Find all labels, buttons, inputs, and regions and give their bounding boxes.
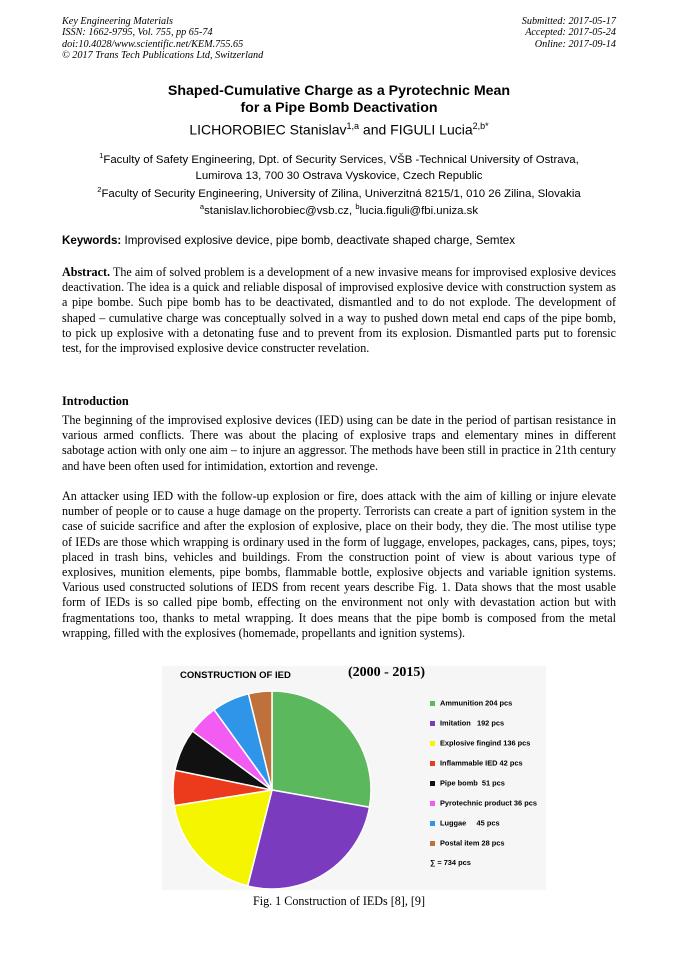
aff1-line-2: Lumirova 13, 700 30 Ostrava Vyskovice, Czech Republic (195, 170, 483, 183)
chart-title: CONSTRUCTION OF IED (180, 670, 291, 681)
legend-item-5 (430, 799, 545, 819)
author-1: LICHOROBIEC Stanislav (189, 121, 347, 138)
chart-legend (430, 699, 545, 879)
legend-label-0: Ammunition 204 pcs (440, 698, 513, 708)
legend-label-6: Luggae 45 pcs (440, 818, 500, 828)
introduction-heading: Introduction (62, 394, 129, 408)
legend-item-3 (430, 759, 545, 779)
legend-item-6 (430, 819, 545, 839)
abstract-text: The aim of solved problem is a development of a new invasive means for improvised explosive devices deactivation. The idea is a quick and reliable disposal of improvised explosive device with construction system as a pipe bombe. Such pipe bomb has to be deactivated, dismantled and to do not explode. The development of shaped – cumulative charge was conceptually solved in a way to pushed down metal end caps of the pipe bomb, to pick up explosive with a detonating fuse and to prevent from its explosion. Dismantled parts put to forensic test, for the improvised explosive device constructer revelation. (62, 265, 616, 356)
keywords (62, 234, 616, 247)
email-a-sup: a (199, 202, 205, 211)
introduction-paragraph-2: An attacker using IED with the follow-up explosion or fire, does attack with the aim of killing or injure elevate number of people or to cause a huge damage on the property. Terrorists can create a part of ignition system in the case of suicide sacrifice and after the explosion of explosive, place on their body, they die. The most utilise type of IEDs are those which wrapping is ordinary used in the form of luggage, envelopes, packages, cans, pipes, toys; placed in trash bins, vehicles and buildings. From the construction point of view is about various type of explosives, munition elements, pipe bombs, flammable bottle, explosive objects and variable ignition systems. Various used constructed solutions of IEDS from recent years describe Fig. 1. Data shows that the most usable form of IEDs is so called pipe bomb, effecting on the environment not only with devastation action but with fragmentations too, thanks to metal wrapping. It does means that the pipe bomb is composed from the metal wrapping, filled with the explosives (homemade, propellants and ignition systems). (62, 489, 616, 640)
paper-title (62, 83, 616, 117)
authors-and: and (359, 121, 391, 138)
keywords-text: Improvised explosive device, pipe bomb, deactivate shaped charge, Semtex (121, 234, 516, 247)
accepted-date: Accepted: 2017-05-24 (525, 27, 616, 39)
author-2: FIGULI Lucia (390, 121, 473, 138)
abstract (62, 265, 616, 356)
author-2-sup: 2,b* (472, 121, 489, 131)
issn: ISSN: 1662-9795, Vol. 755, pp 65-74 (62, 27, 213, 39)
figure-1 (162, 666, 546, 890)
aff1-line-1: Faculty of Safety Engineering, Dpt. of Security Services, VŠB -Technical University of Ostrava, (103, 153, 579, 166)
copyright: © 2017 Trans Tech Publications Ltd, Switzerland (62, 50, 264, 62)
chart-subtitle: (2000 - 2015) (348, 665, 425, 680)
legend-swatch-4 (430, 781, 435, 786)
aff2-sup: 2 (97, 185, 102, 194)
legend-swatch-1 (430, 721, 435, 726)
legend-item-4 (430, 779, 545, 799)
legend-swatch-0 (430, 701, 435, 706)
legend-item-7 (430, 839, 545, 859)
journal-info (62, 16, 263, 62)
introduction-paragraph-1: The beginning of the improvised explosive devices (IED) using can be date in the period of partisan resistance in various armed conflicts. There was about the placing of explosive traps and elementary mines in different sabotage action with only one aim – to injure an aggressor. The methods have been still in practice in 21th century and have been often used for intimidation, extortion and revenge. (62, 413, 616, 473)
email-b: lucia.figuli@fbi.uniza.sk (359, 204, 479, 217)
legend-item-2 (430, 739, 545, 759)
authors (62, 121, 616, 138)
legend-label-5: Pyrotechnic product 36 pcs (440, 798, 537, 808)
abstract-label: Abstract. (62, 265, 111, 279)
legend-label-7: Postal item 28 pcs (440, 838, 505, 848)
aff2-text: Faculty of Security Engineering, University of Zilina, Univerzitná 8215/1, 010 26 Zilina, Slovakia (101, 187, 581, 200)
aff1-sup: 1 (99, 151, 104, 160)
legend-swatch-7 (430, 841, 435, 846)
legend-label-1: Imitation 192 pcs (440, 718, 505, 728)
keywords-label: Keywords: (62, 234, 122, 247)
dates-info (522, 16, 616, 50)
legend-swatch-5 (430, 801, 435, 806)
email-a: stanislav.lichorobiec@vsb.cz, (204, 204, 356, 217)
legend-label-2: Explosive fingind 136 pcs (440, 738, 531, 748)
legend-label-3: Inflammable IED 42 pcs (440, 758, 523, 768)
email-b-sup: b (355, 202, 360, 211)
figure-caption: Fig. 1 Construction of IEDs [8], [9] (253, 894, 425, 908)
journal-name: Key Engineering Materials (62, 16, 173, 27)
online-date: Online: 2017-09-14 (534, 38, 616, 50)
author-1-sup: 1,a (346, 121, 360, 131)
legend-item-1 (430, 719, 545, 739)
legend-swatch-6 (430, 821, 435, 826)
legend-swatch-3 (430, 761, 435, 766)
pie-chart (172, 690, 372, 890)
legend-item-0 (430, 699, 545, 719)
legend-total: ∑ = 734 pcs (430, 858, 471, 867)
doi: doi:10.4028/www.scientific.net/KEM.755.65 (62, 38, 244, 50)
legend-swatch-2 (430, 741, 435, 746)
author-emails (62, 199, 616, 219)
pie-slice-0 (272, 691, 371, 807)
title-line-2: for a Pipe Bomb Deactivation (240, 100, 438, 116)
title-line-1: Shaped-Cumulative Charge as a Pyrotechnic Mean (167, 83, 511, 99)
submitted-date: Submitted: 2017-05-17 (521, 16, 616, 27)
affiliation-1 (62, 148, 616, 185)
legend-label-4: Pipe bomb 51 pcs (440, 778, 505, 788)
